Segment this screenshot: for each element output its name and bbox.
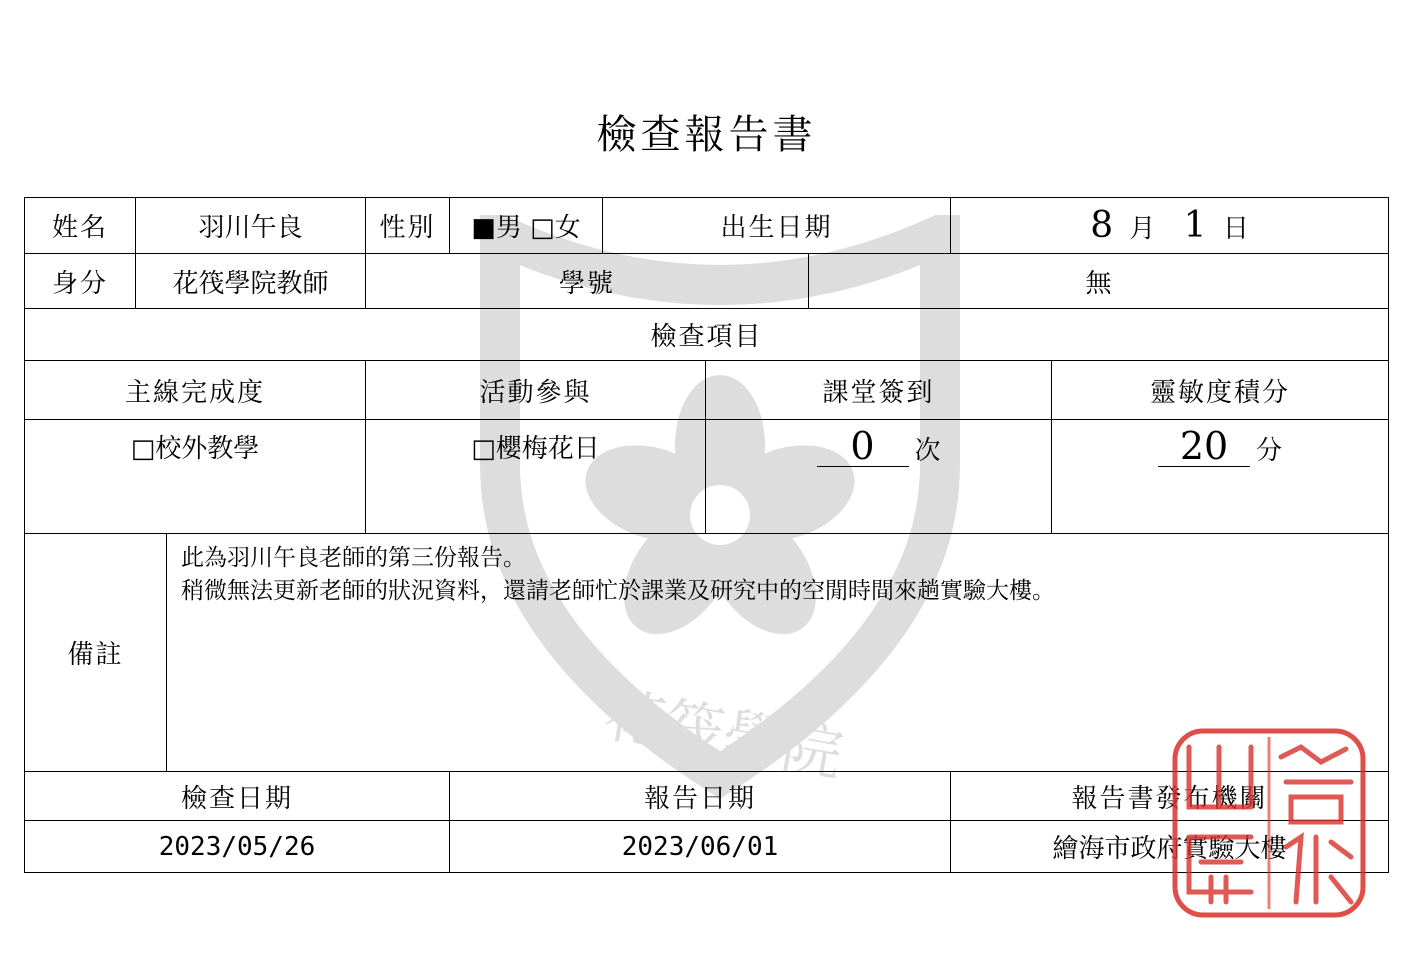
watermark-text: 花筏學院	[599, 679, 848, 791]
birth-month: 8	[1090, 205, 1114, 246]
remarks-line-1: 此為羽川午良老師的第三份報告。	[181, 545, 526, 571]
score-unit: 分	[1256, 436, 1283, 466]
attendance-header: 課堂簽到	[706, 361, 1052, 420]
attendance-unit: 次	[914, 436, 941, 466]
identity-value: 花筏學院教師	[136, 254, 366, 309]
remarks-content	[167, 534, 1389, 772]
birth-month-unit: 月	[1129, 214, 1156, 244]
report-date-value: 2023/06/01	[450, 821, 951, 873]
student-id-value: 無	[809, 254, 1389, 309]
name-label: 姓名	[25, 198, 136, 254]
items-header: 檢查項目	[25, 309, 1389, 361]
score-header: 靈敏度積分	[1052, 361, 1389, 420]
student-id-label: 學號	[366, 254, 809, 309]
report-date-label: 報告日期	[450, 772, 951, 821]
remarks-line-2: 稍微無法更新老師的狀況資料，還請老師忙於課業及研究中的空閒時間來趟實驗大樓。	[181, 578, 1055, 604]
issuer-label: 報告書發布機關	[951, 772, 1389, 821]
attendance-count: 0	[817, 426, 909, 467]
female-label: 女	[554, 213, 581, 243]
birth-day: 1	[1183, 205, 1207, 246]
male-checkbox: ■	[471, 213, 496, 243]
issuer-value: 繪海市政府實驗大樓	[951, 821, 1389, 873]
birth-date-label: 出生日期	[603, 198, 951, 254]
gender-label: 性別	[366, 198, 450, 254]
score-count: 20	[1158, 426, 1250, 467]
birth-date-value	[951, 198, 1389, 254]
attendance-value-cell	[706, 420, 1052, 534]
identity-label: 身分	[25, 254, 136, 309]
main-line-value: □校外教學	[25, 420, 366, 534]
main-line-header: 主線完成度	[25, 361, 366, 420]
activity-header: 活動參與	[366, 361, 706, 420]
report-table	[24, 197, 1389, 873]
name-value: 羽川午良	[136, 198, 366, 254]
document-title: 檢查報告書	[596, 112, 817, 158]
activity-value: □櫻梅花日	[366, 420, 706, 534]
check-date-value: 2023/05/26	[25, 821, 450, 873]
check-date-label: 檢查日期	[25, 772, 450, 821]
remarks-label: 備註	[25, 534, 167, 772]
female-checkbox: □	[530, 213, 555, 243]
birth-day-unit: 日	[1222, 214, 1249, 244]
male-label: 男	[495, 213, 522, 243]
score-value-cell	[1052, 420, 1389, 534]
gender-options	[450, 198, 603, 254]
